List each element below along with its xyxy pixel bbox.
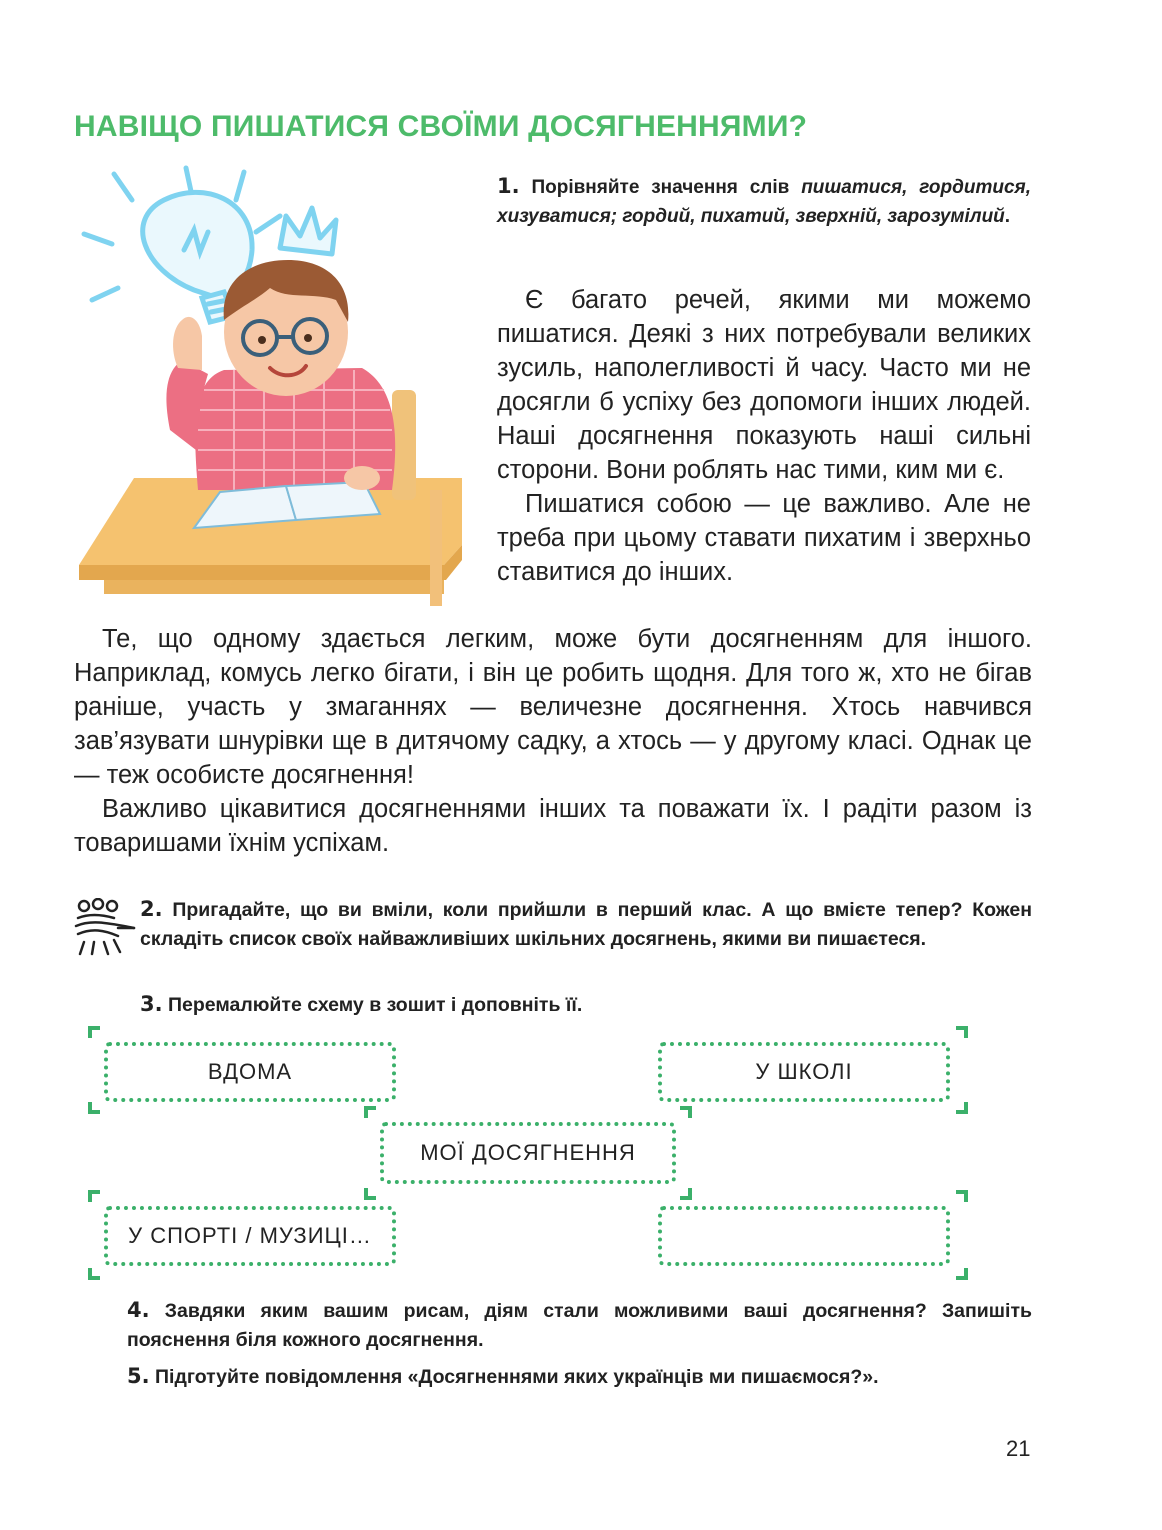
paragraph-2: Пишатися собою — це важливо. Але не треба при цьому ставати пихатим і зверхньо ставитися до інших. (497, 490, 1031, 586)
task-5-text: Підготуйте повідомлення «Досягненнями яких українців ми пишаємося?». (155, 1366, 879, 1388)
paragraph-1: Є багато речей, якими ми можемо пишатися. Деякі з них потребували великих зусиль, наполегливості й часу. Часто ми не досягли б успіху без допомоги інших людей. Наші досягнення показують наші сильні сторони. Вони роблять нас тими, ким ми є. (497, 286, 1031, 484)
scheme-box-home-label: ВДОМА (207, 1059, 293, 1084)
boy-at-desk-illustration (74, 160, 474, 606)
task-1-number: 1. (497, 174, 520, 198)
task-3 (140, 990, 1032, 1020)
text-block-full (74, 622, 1032, 860)
paragraph-4: Важливо цікавитися досягненнями інших та поважати їх. І радіти разом із товаришами їхнім успіхам. (74, 795, 1032, 857)
crown-icon (280, 208, 336, 254)
task-2-number: 2. (140, 897, 163, 921)
task-1 (497, 172, 1031, 231)
scheme-box-school (658, 1042, 950, 1102)
task-3-text: Перемалюйте схему в зошит і доповніть її. (168, 994, 583, 1016)
paragraph-3: Те, що одному здається легким, може бути досягненням для іншого. Наприклад, комусь легко бігати, і він це робить щодня. Для того ж, хто не бігав раніше, участь у змаганнях — величезне досягнення. Хтось навчився зав’язувати шнурівки ще в дитячому садку, а хтось — у другому класі. Однак це — теж особисте досягнення! (74, 625, 1032, 789)
task-4 (127, 1296, 1032, 1355)
task-5-number: 5. (127, 1364, 150, 1388)
page-number: 21 (1006, 1436, 1031, 1461)
group-work-icon (74, 898, 136, 956)
task-5 (127, 1362, 1032, 1392)
text-block-right (497, 283, 1031, 589)
page-title: НАВІЩО ПИШАТИСЯ СВОЇМИ ДОСЯГНЕННЯМИ? (74, 110, 808, 143)
task-1-words: пишатися, гордитися, хизуватися; гордий, пихатий, зверхній, зарозумілий (497, 177, 1032, 227)
scheme-box-home (104, 1042, 396, 1102)
scheme-box-sport-music-label: У СПОРТІ / МУЗИЦІ… (128, 1223, 372, 1248)
scheme-box-center (380, 1122, 676, 1184)
scheme-box-school-label: У ШКОЛІ (755, 1059, 853, 1084)
task-1-end: . (1004, 206, 1011, 227)
task-2-text: Пригадайте, що ви вміли, коли прийшли в перший клас. А що вмієте тепер? Кожен складіть список своїх найважливіших шкільних досягнень, якими ви пишаєтеся. (140, 899, 1032, 950)
scheme-box-center-label: МОЇ ДОСЯГНЕННЯ (420, 1140, 636, 1165)
task-4-number: 4. (127, 1298, 150, 1322)
task-2 (140, 895, 1032, 954)
task-3-number: 3. (140, 992, 163, 1016)
scheme-box-sport-music (104, 1206, 396, 1266)
task-4-text: Завдяки яким вашим рисам, діям стали можливими ваші досягнення? Запишіть пояснення біля кожного досягнення. (127, 1300, 1032, 1351)
scheme-box-empty (658, 1206, 950, 1266)
task-1-lead: Порівняйте значення слів (531, 177, 802, 198)
